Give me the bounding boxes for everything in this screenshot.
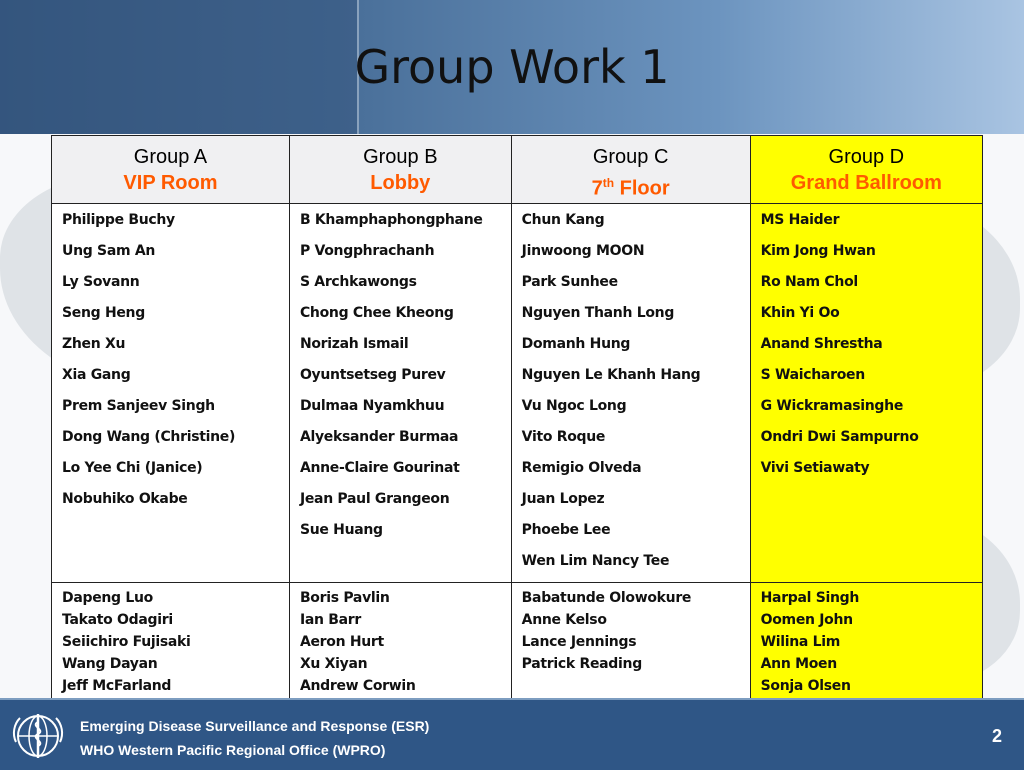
location-superscript: th — [602, 176, 615, 190]
person-name: Park Sunhee — [521, 273, 618, 290]
person-name: Jinwoong MOON — [521, 242, 645, 259]
group-header-row — [52, 136, 983, 204]
person-name: Chong Chee Kheong — [299, 304, 454, 321]
person-name: Ly Sovann — [62, 273, 140, 290]
person-name: Khin Yi Oo — [760, 304, 840, 321]
person-name: B Khamphaphongphane — [299, 211, 483, 228]
person-name: Jeff McFarland — [62, 677, 172, 694]
group-d-header — [750, 136, 982, 204]
person-name: Ro Nam Chol — [760, 273, 858, 290]
group-name: Group A — [133, 146, 208, 168]
person-name: Nguyen Le Khanh Hang — [521, 366, 701, 383]
person-name: Harpal Singh — [760, 589, 860, 606]
person-name: Zhen Xu — [62, 335, 126, 352]
group-b-header — [289, 136, 511, 204]
person-name: Dulmaa Nyamkhuu — [299, 397, 445, 414]
person-name: Remigio Olveda — [521, 459, 642, 476]
person-name: Vivi Setiawaty — [760, 459, 870, 476]
person-name: Anne Kelso — [521, 611, 607, 628]
person-name: MS Haider — [760, 211, 840, 228]
person-name: Oomen John — [760, 611, 853, 628]
name-list — [751, 204, 982, 489]
person-name: S Waicharoen — [760, 366, 865, 383]
name-list — [512, 583, 750, 679]
group-location: VIP Room — [123, 172, 218, 194]
group-name: Group B — [363, 146, 438, 168]
person-name: Prem Sanjeev Singh — [62, 397, 215, 414]
person-name: Andrew Corwin — [299, 677, 416, 694]
group-name: Group D — [828, 146, 905, 168]
person-name: Kim Jong Hwan — [760, 242, 876, 259]
person-name: Chun Kang — [521, 211, 605, 228]
person-name: Nobuhiko Okabe — [62, 490, 188, 507]
person-name: Philippe Buchy — [62, 211, 175, 228]
location-suffix: Floor — [614, 177, 670, 200]
person-name: Anne-Claire Gourinat — [299, 459, 460, 476]
person-name: S Archkawongs — [299, 273, 417, 290]
name-list — [751, 583, 982, 701]
group-a-members — [52, 203, 290, 582]
person-name: Vu Ngoc Long — [521, 397, 627, 414]
person-name: Lo Yee Chi (Janice) — [62, 459, 203, 476]
who-emblem-icon — [10, 710, 66, 762]
group-c-members — [511, 203, 750, 582]
group-a-facilitators — [52, 582, 290, 701]
person-name: Alyeksander Burmaa — [299, 428, 459, 445]
person-name: Aeron Hurt — [299, 633, 384, 650]
members-row — [52, 203, 983, 582]
group-a-header — [52, 136, 290, 204]
person-name: Sonja Olsen — [760, 677, 851, 694]
person-name: Xu Xiyan — [299, 655, 368, 672]
group-location: Lobby — [370, 172, 431, 194]
group-d-facilitators — [750, 582, 982, 701]
person-name: Seng Heng — [62, 304, 145, 321]
name-list — [52, 204, 289, 520]
person-name: Ung Sam An — [62, 242, 156, 259]
person-name: Anand Shrestha — [760, 335, 883, 352]
person-name: Ondri Dwi Sampurno — [760, 428, 919, 445]
person-name: Oyuntsetseg Purev — [299, 366, 446, 383]
person-name: Dong Wang (Christine) — [62, 428, 236, 445]
location-prefix: 7 — [591, 177, 603, 200]
footer-office-name: WHO Western Pacific Regional Office (WPRO) — [80, 742, 386, 758]
person-name: Boris Pavlin — [299, 589, 390, 606]
group-d-members — [750, 203, 982, 582]
person-name: Babatunde Olowokure — [521, 589, 692, 606]
footer-program-name: Emerging Disease Surveillance and Response (ESR) — [80, 718, 430, 734]
person-name: Dapeng Luo — [62, 589, 153, 606]
person-name: Norizah Ismail — [299, 335, 409, 352]
person-name: Wen Lim Nancy Tee — [521, 552, 670, 569]
person-name: G Wickramasinghe — [760, 397, 904, 414]
name-list — [290, 204, 511, 551]
group-table — [51, 135, 983, 702]
person-name: Ann Moen — [760, 655, 837, 672]
group-c-facilitators — [511, 582, 750, 701]
footer-bar — [0, 698, 1024, 770]
group-location: Grand Ballroom — [790, 172, 942, 194]
group-c-header — [511, 136, 750, 204]
facilitators-row — [52, 582, 983, 701]
person-name: Vito Roque — [521, 428, 606, 445]
person-name: Wang Dayan — [62, 655, 158, 672]
person-name: Patrick Reading — [521, 655, 642, 672]
slide-title: Group Work 1 — [354, 40, 670, 94]
person-name: Juan Lopez — [521, 490, 605, 507]
page-number: 2 — [991, 726, 1002, 746]
person-name: Takato Odagiri — [62, 611, 173, 628]
group-name: Group C — [592, 146, 669, 168]
person-name: Wilina Lim — [760, 633, 841, 650]
person-name: Lance Jennings — [521, 633, 637, 650]
group-b-members — [289, 203, 511, 582]
person-name: Ian Barr — [299, 611, 361, 628]
name-list — [290, 583, 511, 701]
group-location — [512, 169, 750, 203]
person-name: Nguyen Thanh Long — [521, 304, 675, 321]
person-name: Sue Huang — [299, 521, 383, 538]
person-name: Jean Paul Grangeon — [299, 490, 450, 507]
name-list — [52, 583, 289, 701]
person-name: Seiichiro Fujisaki — [62, 633, 191, 650]
person-name: Domanh Hung — [521, 335, 631, 352]
person-name: Xia Gang — [62, 366, 131, 383]
group-b-facilitators — [289, 582, 511, 701]
person-name: Phoebe Lee — [521, 521, 611, 538]
person-name: P Vongphrachanh — [299, 242, 435, 259]
name-list — [512, 204, 750, 582]
